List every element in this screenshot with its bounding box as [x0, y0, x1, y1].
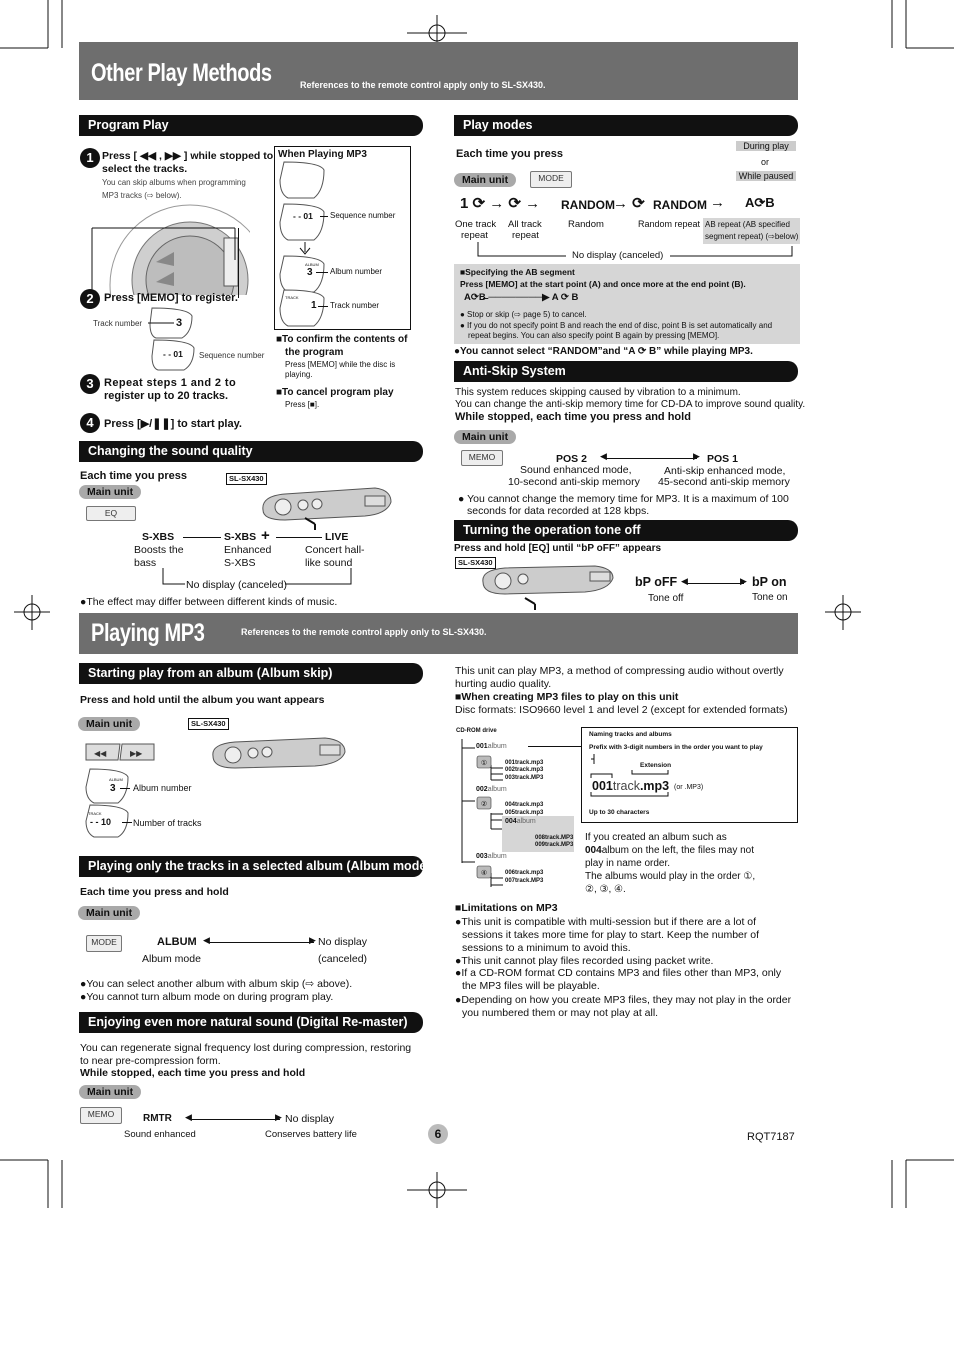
leader-line	[320, 216, 328, 217]
pointer-line	[238, 228, 239, 298]
program-play-header: Program Play	[79, 115, 423, 136]
confirm-title-line2: the program	[285, 347, 344, 358]
pos2-desc: Sound enhanced mode,	[520, 464, 632, 476]
ab-note-2: ● If you do not specify point B and reach the end of disc, point B is set automatically and	[460, 321, 773, 330]
svg-text:②: ②	[480, 801, 488, 808]
opt1-desc-2: bass	[134, 557, 157, 569]
ab-display-sequence: A⟳B̶ ────────▶ A ⟳ B	[464, 292, 579, 303]
remote-illustration[interactable]	[475, 560, 620, 610]
leader-line	[318, 306, 328, 307]
album-number-value: 3	[110, 783, 116, 794]
file-009: 009track.MP3	[535, 842, 574, 848]
main-unit-label: Main unit	[79, 485, 141, 499]
remote-model-tag: SL-SX430	[188, 718, 229, 730]
arrow	[276, 537, 322, 538]
lbl-one-track-2: repeat	[461, 230, 488, 241]
folder-002: 002album	[476, 786, 507, 793]
order-text-3: play in name order.	[585, 858, 671, 869]
step-1-note: You can skip albums when programming	[102, 178, 246, 187]
confirm-note-line2: playing.	[285, 370, 313, 379]
cancel-note: Press [■].	[285, 400, 320, 409]
album-mode-arrow	[208, 942, 314, 943]
up-to-30: Up to 30 characters	[589, 809, 650, 816]
skip-buttons[interactable]	[84, 740, 156, 762]
pos-arrow	[605, 458, 697, 459]
arrow-left: ◀	[203, 935, 210, 945]
during-play: During play	[736, 141, 796, 151]
ab-text: Press [MEMO] at the start point (A) and once more at the end point (B).	[460, 279, 746, 289]
folder-001: 001album	[476, 743, 507, 750]
mode-button[interactable]: MODE	[530, 171, 572, 188]
rmtr-off-desc: Conserves battery life	[265, 1129, 357, 1140]
file-005: 005track.mp3	[505, 810, 544, 816]
pos1-desc-2: 45-second anti-skip memory	[658, 476, 790, 488]
limit-4: ●Depending on how you create MP3 files, they may not play in the order	[455, 994, 792, 1006]
naming-pointer	[528, 746, 581, 747]
limit-3: ●If a CD-ROM format CD contains MP3 and files other than MP3, only	[455, 967, 782, 979]
pos-arrow-left: ◀	[600, 451, 607, 461]
album-skip-instruction: Press and hold until the album you want appears	[80, 694, 325, 706]
leader-line	[120, 788, 130, 789]
arrow-left: ◀	[185, 1112, 192, 1122]
seq-value: - - 01	[163, 349, 183, 359]
album-mode-note-1: ●You can select another album with album skip (⇨ above).	[80, 978, 353, 990]
opt-live: LIVE	[325, 531, 349, 543]
lbl-ab: AB repeat (AB specified	[705, 220, 790, 229]
main-unit-label: Main unit	[78, 906, 140, 920]
opt1-desc: Boosts the	[134, 544, 184, 556]
opt-sxbs: S-XBS	[142, 531, 175, 543]
album-number-label: Album number	[133, 783, 192, 793]
remaster-instruction: While stopped, each time you press and hold	[80, 1067, 306, 1079]
track-count-value: - - 10	[90, 817, 112, 827]
album-mode-header: Playing only the tracks in a selected album (Album mode)	[79, 856, 423, 877]
mode-sequence-1: 1 ⟳ → ⟳ →	[460, 195, 541, 212]
document-code: RQT7187	[747, 1131, 795, 1143]
step-2-badge: 2	[80, 289, 100, 309]
random-2: RANDOM	[653, 198, 707, 212]
ab-arrow: →	[710, 194, 725, 211]
anti-skip-instruction: While stopped, each time you press and hold	[455, 411, 691, 423]
cdrom-label: CD-ROM drive	[456, 728, 497, 734]
cancel-title: ■To cancel program play	[276, 387, 394, 398]
svg-text:④: ④	[480, 870, 488, 877]
eq-button[interactable]: EQ	[86, 506, 136, 521]
file-007: 007track.MP3	[505, 878, 544, 884]
limits-title: ■Limitations on MP3	[455, 902, 558, 914]
while-paused: While paused	[736, 171, 796, 181]
plus-icon: +	[261, 527, 270, 544]
album-mode-off: No display	[318, 936, 368, 948]
mode-no-display: No display (canceled)	[572, 250, 664, 261]
arrow-right: ▶	[275, 1112, 282, 1122]
opt3-desc: Concert hall-	[305, 544, 365, 556]
anti-skip-header: Anti-Skip System	[454, 361, 798, 382]
mp3-display-shapes	[278, 160, 338, 330]
remote-dial-illustration	[90, 200, 250, 295]
section-title: Playing MP3	[91, 619, 205, 647]
album-mode-off-2: (canceled)	[318, 953, 368, 965]
folder-003: 003album	[476, 853, 507, 860]
lbl-all-track: All track	[508, 219, 542, 230]
play-modes-header: Play modes	[454, 115, 798, 136]
album-mode-note-2: ●You cannot turn album mode on during program play.	[80, 991, 334, 1003]
step-1-note-line2: MP3 tracks (⇨ below).	[102, 191, 182, 200]
main-unit-label: Main unit	[454, 430, 516, 444]
remote-illustration[interactable]	[255, 480, 395, 530]
mp3-album-label: Album number	[330, 267, 383, 276]
tone-off-display: bP oFF	[635, 575, 678, 589]
memo-button[interactable]: MEMO	[461, 450, 503, 466]
lbl-one-track: One track	[455, 219, 497, 230]
main-unit-label: Main unit	[79, 1085, 141, 1099]
mode-button[interactable]: MODE	[86, 935, 122, 952]
step-3-text-line2: register up to 20 tracks.	[104, 390, 229, 402]
tone-arrow-right: ▶	[740, 576, 747, 586]
order-text-1: If you created an album such as	[585, 832, 727, 843]
remaster-header: Enjoying even more natural sound (Digital Re-master)	[79, 1012, 423, 1033]
remote-model-tag: SL-SX430	[455, 557, 496, 569]
main-unit-label: Main unit	[454, 173, 516, 187]
arrow	[183, 537, 221, 538]
tone-on-label: Tone on	[752, 592, 788, 603]
tone-off-label: Tone off	[648, 593, 684, 604]
mp3-random-warning: ●You cannot select “RANDOM”and “A ⟳ B” while playing MP3.	[454, 346, 753, 357]
mp3-track-value: 1	[311, 300, 317, 311]
track-tag: TRACK	[88, 811, 102, 816]
lbl-all-track-2: repeat	[512, 230, 539, 241]
remote-model-tag: SL-SX430	[226, 473, 267, 485]
file-008: 008track.MP3	[535, 835, 574, 841]
random-1: RANDOM	[561, 198, 615, 212]
order-text-4: The albums would play in the order ①,	[585, 871, 756, 882]
rmtr-desc: Sound enhanced	[124, 1129, 196, 1140]
mp3-box-title: When Playing MP3	[278, 149, 367, 160]
step-3-text: Repeat steps 1 and 2 to	[104, 377, 237, 389]
anti-skip-text-1: This system reduces skipping caused by vibration to a minimum.	[455, 387, 741, 398]
tone-on-display: bP on	[752, 575, 787, 589]
or-label: or	[761, 157, 770, 167]
ab-note-1: ● Stop or skip (⇨ page 5) to cancel.	[460, 310, 587, 319]
remote-reference-note: References to the remote control apply only to SL-SX430.	[300, 80, 546, 90]
svg-text:▶▶: ▶▶	[130, 749, 143, 758]
album-tag: ALBUM	[109, 777, 123, 782]
main-unit-label: Main unit	[78, 717, 140, 731]
extension-label: Extension	[640, 762, 672, 769]
svg-text:◀◀: ◀◀	[94, 749, 107, 758]
sound-each-time: Each time you press	[80, 470, 187, 482]
limit-3-line2: the MP3 files will be playable.	[462, 980, 600, 992]
seq-label: Sequence number	[199, 351, 265, 360]
memo-button[interactable]: MEMO	[80, 1107, 122, 1124]
file-004: 004track.mp3	[505, 802, 544, 808]
mp3-track-label: Track number	[330, 301, 380, 310]
page-number: 6	[428, 1124, 448, 1144]
remote-illustration[interactable]	[205, 730, 350, 780]
pos1-desc: Anti-skip enhanced mode,	[664, 465, 786, 477]
ab-repeat-icon: A⟳B	[745, 195, 775, 210]
tone-instruction: Press and hold [EQ] until “bP oFF” appears	[454, 543, 662, 554]
mp3-intro: This unit can play MP3, a method of compressing audio without overtly	[455, 665, 784, 677]
track-number-label: Track number	[93, 319, 143, 328]
album-mode-desc: Album mode	[142, 953, 201, 965]
limit-2: ●This unit cannot play files recorded using packet write.	[455, 955, 714, 967]
section-title: Other Play Methods	[91, 59, 272, 87]
naming-title: Naming tracks and albums	[589, 731, 672, 738]
album-mode-on: ALBUM	[157, 936, 197, 948]
naming-desc: Prefix with 3-digit numbers in the order you want to play	[589, 744, 763, 751]
file-001: 001track.mp3	[505, 760, 544, 766]
file-006: 006track.mp3	[505, 870, 544, 876]
opt2-desc: Enhanced	[224, 544, 272, 556]
leader-line	[316, 272, 328, 273]
step-1-text-line2: select the tracks.	[102, 163, 188, 175]
step-1-badge: 1	[80, 148, 100, 168]
album-skip-header: Starting play from an album (Album skip)	[79, 663, 423, 684]
mp3-intro-2: hurting audio quality.	[455, 678, 552, 690]
example-filename: 001track.mp3	[592, 779, 670, 793]
anti-skip-note-2: seconds for data recorded at 128 kbps.	[467, 505, 650, 517]
tone-arrow	[686, 583, 744, 584]
tone-header: Turning the operation tone off	[454, 520, 798, 541]
file-002: 002track.mp3	[505, 767, 544, 773]
mp3-seq-value: - - 01	[293, 211, 313, 221]
opt-sxbs-plus: S-XBS	[224, 531, 257, 543]
rmtr-off: No display	[285, 1113, 335, 1125]
opt2-desc-2: S-XBS	[224, 557, 256, 569]
pos1: POS 1	[707, 453, 738, 465]
anti-skip-text-2: You can change the anti-skip memory time for CD-DA to improve sound quality.	[455, 399, 806, 410]
leader-line	[122, 822, 132, 823]
no-display-canceled: No display (canceled)	[186, 579, 287, 591]
section-banner-playing-mp3	[79, 613, 798, 654]
order-text-5: ②, ③, ④.	[585, 884, 626, 895]
remaster-text-2: to near pre-compression form.	[80, 1055, 221, 1067]
mp3-album-value: 3	[307, 267, 313, 278]
step-4-text: Press [▶/❚❚] to start play.	[104, 418, 242, 430]
track-tag: TRACK	[285, 295, 299, 300]
pos2: POS 2	[556, 453, 587, 465]
album-mode-instruction: Each time you press and hold	[80, 886, 229, 898]
pos-arrow-right: ▶	[693, 451, 700, 461]
example-or: (or .MP3)	[674, 784, 704, 791]
limit-1-line2: sessions it takes more time for play to start. Keep the number of	[462, 929, 760, 941]
disc-formats: Disc formats: ISO9660 level 1 and level 2 (except for extended formats)	[455, 704, 788, 716]
track-count-label: Number of tracks	[133, 818, 202, 828]
mode-arrow-2: → ⟳	[613, 195, 645, 212]
confirm-title: ■To confirm the contents of	[276, 334, 408, 345]
creating-title: ■When creating MP3 files to play on this unit	[455, 691, 679, 703]
file-003: 003track.MP3	[505, 775, 544, 781]
step-2-text: Press [MEMO] to register.	[104, 292, 238, 304]
album-tag: ALBUM	[305, 262, 319, 267]
remote-reference-note: References to the remote control apply only to SL-SX430.	[241, 627, 487, 637]
lbl-random-repeat: Random repeat	[638, 219, 701, 229]
tone-arrow-left: ◀	[681, 576, 688, 586]
limit-4-line2: you numbered them or may not play at all.	[462, 1007, 659, 1019]
confirm-note: Press [MEMO] while the disc is	[285, 360, 396, 369]
sound-quality-header: Changing the sound quality	[79, 441, 423, 462]
ab-title: ■Specifying the AB segment	[460, 267, 575, 277]
mp3-seq-label: Sequence number	[330, 211, 396, 220]
rmtr-on: RMTR	[143, 1113, 172, 1124]
limit-1-line3: sessions to a minimum to avoid this.	[462, 942, 631, 954]
opt3-desc-2: like sound	[305, 557, 353, 569]
arrow-right: ▶	[309, 935, 316, 945]
pos2-desc-2: 10-second anti-skip memory	[508, 476, 640, 488]
folder-004: 004album	[505, 818, 536, 825]
section-banner-other-play-methods	[79, 42, 798, 100]
display-track-number	[148, 306, 196, 340]
lbl-random: Random	[568, 219, 604, 230]
ab-note-2-line2: repeat begins. You can also specify point B again by pressing [MEMO].	[468, 331, 720, 340]
step-3-badge: 3	[80, 374, 100, 394]
remaster-text: You can regenerate signal frequency lost during compression, restoring	[80, 1042, 412, 1054]
play-modes-each-time: Each time you press	[456, 148, 563, 160]
step-1-text: Press [ ◀◀ , ▶▶ ] while stopped to	[102, 150, 274, 162]
step-4-badge: 4	[80, 413, 100, 433]
track-number-value: 3	[176, 317, 183, 329]
order-text-2: 004album on the left, the files may not	[585, 845, 754, 856]
sound-note: ●The effect may differ between different kinds of music.	[80, 596, 338, 608]
svg-text:①: ①	[480, 760, 488, 767]
rmtr-arrow	[190, 1119, 280, 1120]
anti-skip-note: ● You cannot change the memory time for MP3. It is a maximum of 100	[458, 493, 789, 505]
limit-1: ●This unit is compatible with multi-session but if there are a lot of	[455, 916, 757, 928]
lbl-ab-2: segment repeat) (⇨below)	[705, 232, 799, 241]
